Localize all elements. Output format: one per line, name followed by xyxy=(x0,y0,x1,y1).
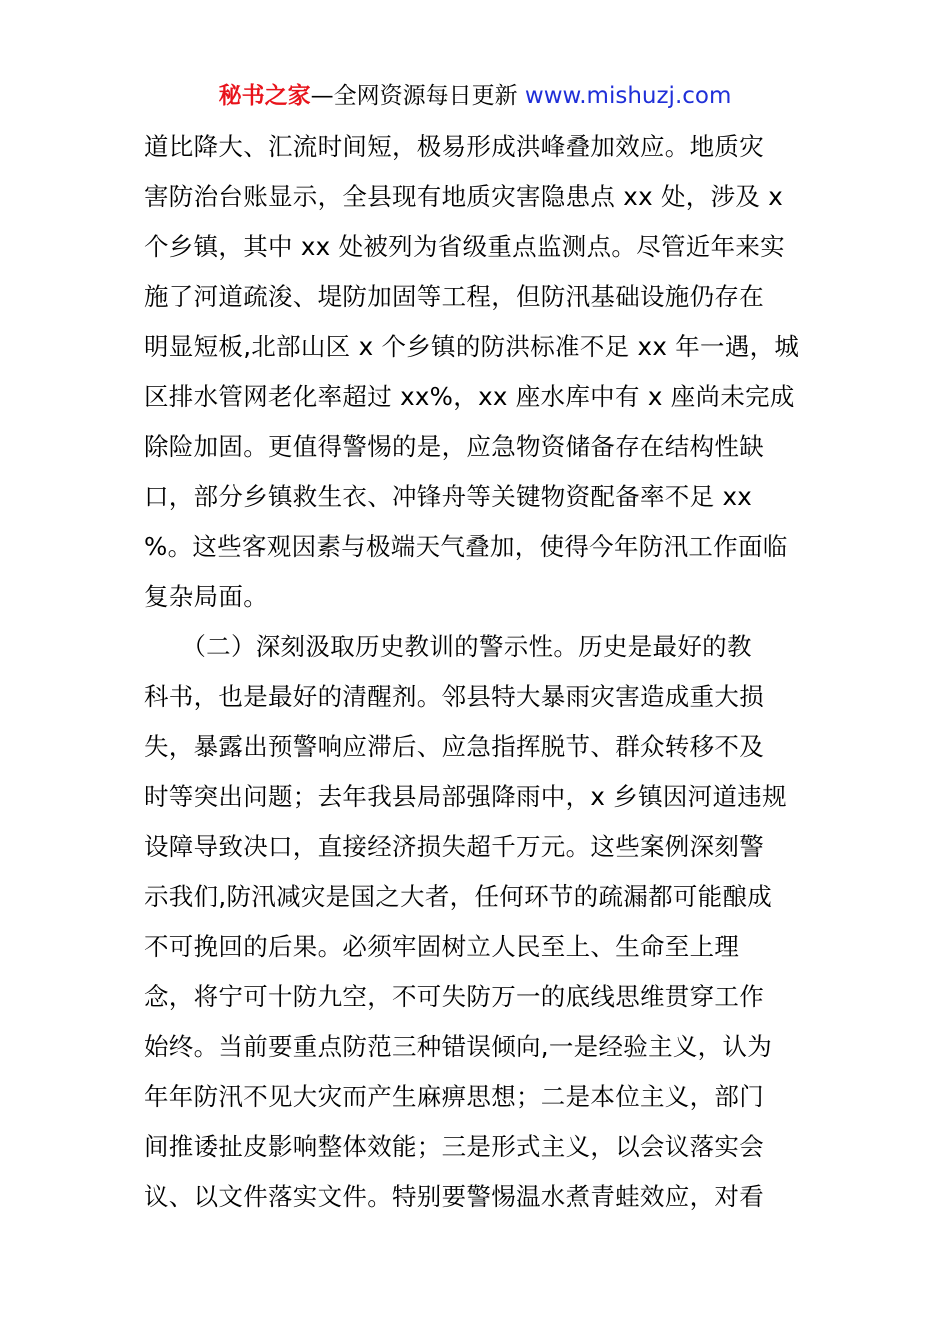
text-line: 始终。当前要重点防范三种错误倾向,一是经验主义，认为 xyxy=(144,1032,773,1061)
text-line: 个乡镇，其中 xx 处被列为省级重点监测点。尽管近年来实 xyxy=(144,232,785,261)
text-line: 间推诿扯皮影响整体效能；三是形式主义，以会议落实会 xyxy=(144,1132,764,1161)
text-line: 示我们,防汛减灾是国之大者，任何环节的疏漏都可能酿成 xyxy=(144,882,773,911)
site-tagline: —全网资源每日更新 xyxy=(310,83,525,109)
text-line: 明显短板,北部山区 x 个乡镇的防洪标准不足 xx 年一遇，城 xyxy=(144,332,800,361)
text-line: （二）深刻汲取历史教训的警示性。历史是最好的教 xyxy=(144,632,752,661)
text-line: 年年防汛不见大灾而产生麻痹思想；二是本位主义，部门 xyxy=(144,1082,764,1111)
site-url-link[interactable]: www.mishuzj.com xyxy=(524,83,732,109)
text-line: %。这些客观因素与极端天气叠加，使得今年防汛工作面临 xyxy=(144,532,788,561)
text-line: 区排水管网老化率超过 xx%，xx 座水库中有 x 座尚未完成 xyxy=(144,382,795,411)
text-line: 科书，也是最好的清醒剂。邻县特大暴雨灾害造成重大损 xyxy=(144,682,764,711)
text-line: 念，将宁可十防九空，不可失防万一的底线思维贯穿工作 xyxy=(144,982,764,1011)
text-line: 口，部分乡镇救生衣、冲锋舟等关键物资配备率不足 xx xyxy=(144,482,753,511)
text-line: 害防治台账显示，全县现有地质灾害隐患点 xx 处，涉及 x xyxy=(144,182,784,211)
text-line: 议、以文件落实文件。特别要警惕温水煮青蛙效应，对看 xyxy=(144,1182,764,1211)
text-line: 时等突出问题；去年我县局部强降雨中，x 乡镇因河道违规 xyxy=(144,782,787,811)
text-line: 复杂局面。 xyxy=(144,582,268,611)
site-brand: 秘书之家 xyxy=(218,83,311,109)
document-body xyxy=(144,122,824,1222)
text-line: 道比降大、汇流时间短，极易形成洪峰叠加效应。地质灾 xyxy=(144,132,764,161)
text-line: 失，暴露出预警响应滞后、应急指挥脱节、群众转移不及 xyxy=(144,732,764,761)
text-line: 不可挽回的后果。必须牢固树立人民至上、生命至上理 xyxy=(144,932,740,961)
text-line: 施了河道疏浚、堤防加固等工程，但防汛基础设施仍存在 xyxy=(144,282,764,311)
text-line: 除险加固。更值得警惕的是，应急物资储备存在结构性缺 xyxy=(144,432,764,461)
text-line: 设障导致决口，直接经济损失超千万元。这些案例深刻警 xyxy=(144,832,764,861)
site-header xyxy=(0,78,950,114)
